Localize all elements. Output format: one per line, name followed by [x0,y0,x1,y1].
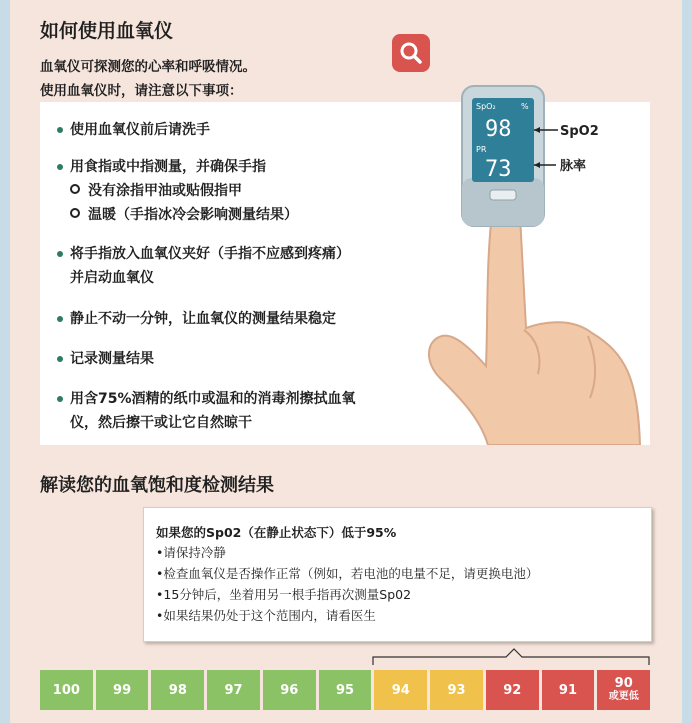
circle-bullet-icon [70,184,80,194]
scale-cell: 94 [374,670,427,710]
scale-cell: 92 [486,670,539,710]
spo2-scale [40,670,650,710]
tip-item [60,387,430,435]
tip-subitem: 温暖（手指冰冷会影响测量结果） [60,203,430,227]
scale-cell: 99 [96,670,149,710]
note-item: •请保持冷静 [156,545,226,560]
search-icon [392,34,430,72]
tip-text: 将手指放入血氧仪夹好（手指不应感到疼痛） [70,246,350,262]
intro-line-1: 血氧仪可探测您的心率和呼吸情况。 [40,59,256,75]
tip-text-continued: 并启动血氧仪 [70,270,154,286]
bullet-icon [57,356,63,362]
tip-text: 用食指或中指测量，并确保手指 [70,159,266,175]
scale-cell: 96 [263,670,316,710]
scale-cell: 100 [40,670,93,710]
pulse-reading: 73 [485,157,512,182]
bullet-icon [57,251,63,257]
tip-item [60,118,430,142]
svg-text:SpO₂: SpO₂ [476,102,496,111]
scale-cell: 97 [207,670,260,710]
scale-cell: 93 [430,670,483,710]
svg-text:%: % [521,102,529,111]
circle-bullet-icon [70,208,80,218]
scale-cell: 91 [542,670,595,710]
scale-cell: 90 或更低 [597,670,650,710]
scale-cell: 95 [319,670,372,710]
section-title: 解读您的血氧饱和度检测结果 [40,475,274,496]
bullet-icon [57,164,63,170]
hand-icon [429,207,640,445]
tip-item [60,347,430,371]
tip-item [60,155,430,227]
bullet-icon [57,316,63,322]
tip-text: 用含75%酒精的纸巾或温和的消毒剂擦拭血氧 [70,391,356,407]
tip-item [60,242,430,290]
tip-text-continued: 仪，然后擦干或让它自然晾干 [70,415,252,431]
scale-cell: 98 [151,670,204,710]
svg-text:PR: PR [476,145,487,154]
intro-line-2: 使用血氧仪时，请注意以下事项： [40,83,243,99]
note-item: •检查血氧仪是否操作正常（例如，若电池的电量不足，请更换电池） [156,566,539,581]
page-title: 如何使用血氧仪 [40,20,174,42]
oximeter-button [490,190,516,200]
range-bracket [370,645,652,669]
spo2-label: SpO2 [560,124,599,139]
low-reading-note [143,507,652,642]
tip-item [60,307,430,331]
spo2-reading: 98 [485,117,512,142]
tip-text: 静止不动一分钟，让血氧仪的测量结果稳定 [70,311,336,327]
bullet-icon [57,396,63,402]
pulse-oximeter-illustration [420,78,650,445]
note-title: 如果您的Sp02（在静止状态下）低于95% [156,525,397,540]
tip-subitem: 没有涂指甲油或贴假指甲 [60,179,430,203]
tip-text: 使用血氧仪前后请洗手 [70,122,210,138]
pulse-label: 脉率 [560,159,587,174]
bullet-icon [57,127,63,133]
note-item: •15分钟后，坐着用另一根手指再次测量Sp02 [156,587,412,602]
tip-text: 记录测量结果 [70,351,154,367]
note-item: •如果结果仍处于这个范围内，请看医生 [156,608,376,623]
